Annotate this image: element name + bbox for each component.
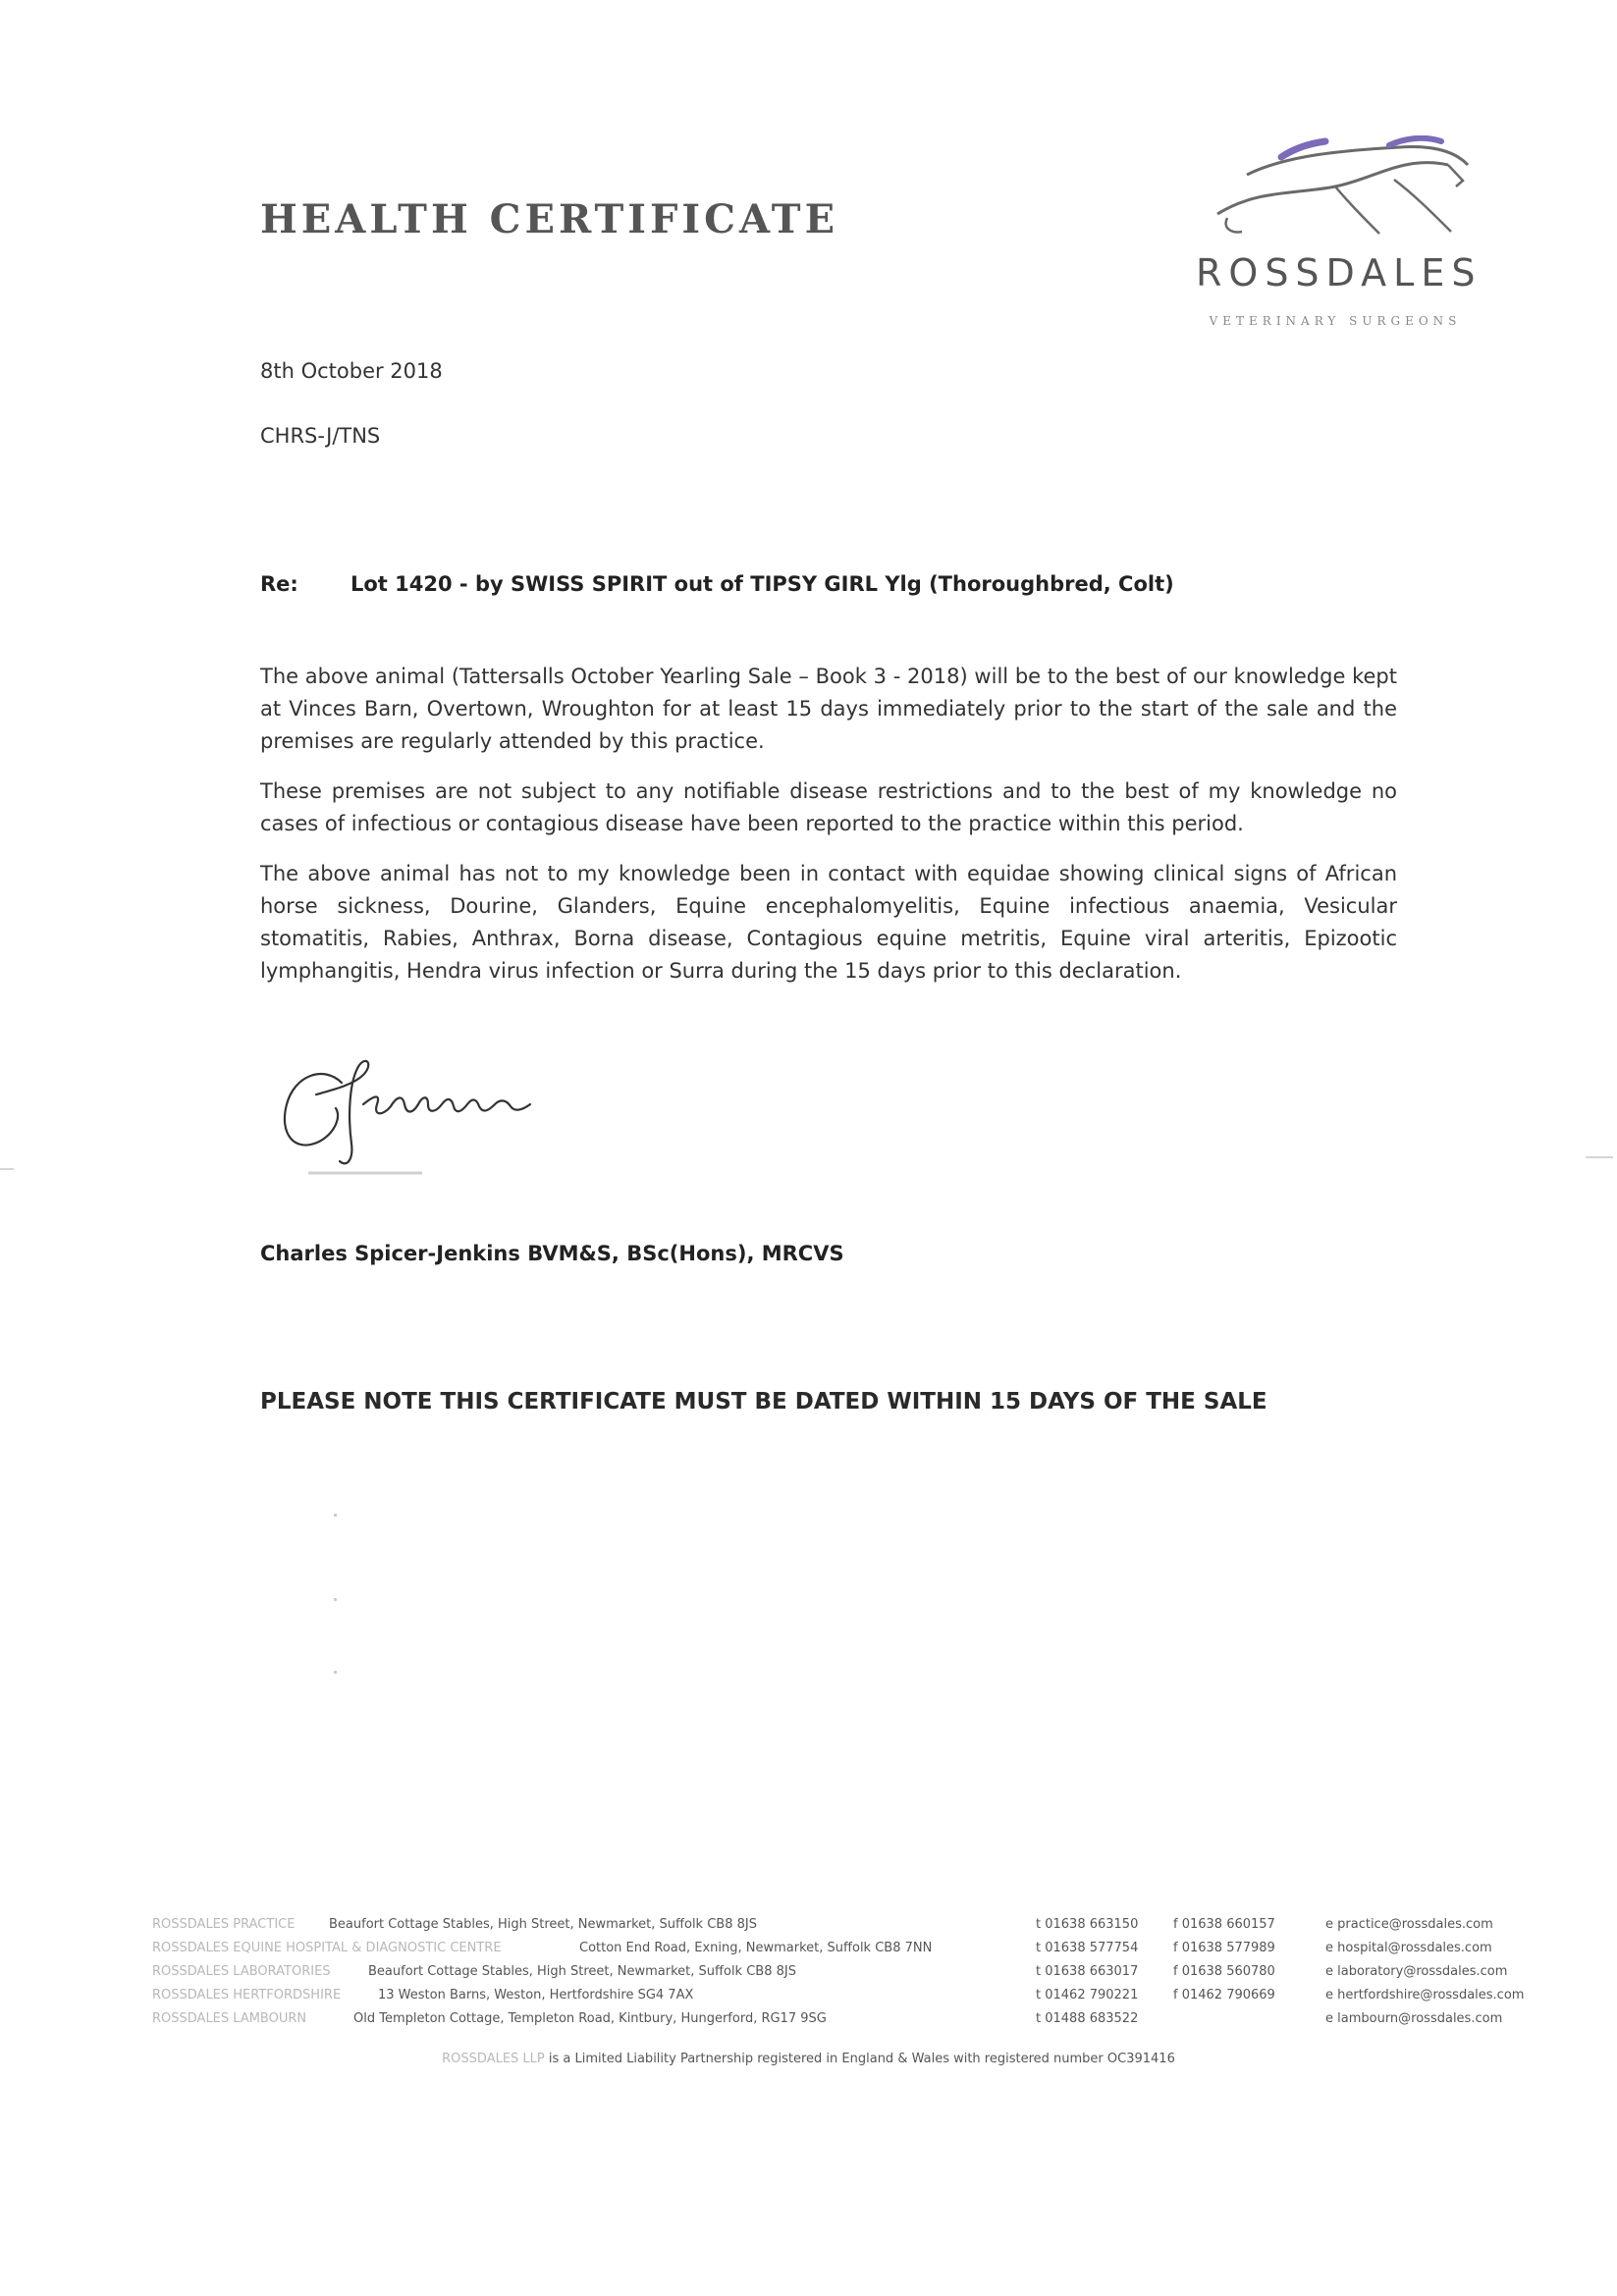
rossdales-logo — [1188, 135, 1482, 342]
re-line — [260, 572, 1174, 596]
footer-email: e practice@rossdales.com — [1325, 1917, 1493, 1932]
footer-name: ROSSDALES LABORATORIES — [152, 1964, 331, 1979]
letter-reference: CHRS-J/TNS — [260, 424, 381, 448]
footer-tel: t 01462 790221 — [1036, 1988, 1139, 2002]
notice-text: PLEASE NOTE THIS CERTIFICATE MUST BE DATED WITHIN 15 DAYS OF THE SALE — [260, 1389, 1267, 1415]
footer-tel: t 01638 663150 — [1036, 1917, 1139, 1932]
footer-name: ROSSDALES LAMBOURN — [152, 2011, 307, 2026]
llp-name: ROSSDALES LLP — [442, 2052, 545, 2066]
footer-address: Old Templeton Cottage, Templeton Road, Kintbury, Hungerford, RG17 9SG — [353, 2011, 827, 2026]
logo-tagline: VETERINARY SURGEONS — [1209, 314, 1462, 328]
paragraph-1: The above animal (Tattersalls October Yearling Sale – Book 3 - 2018) will be to the best of our knowledge kept at Vinces Barn, Overtown, Wroughton for at least 15 days immediately prior to the start of the sale and the premises are regularly attended by this practice. — [260, 665, 1397, 753]
footer-address: Beaufort Cottage Stables, High Street, Newmarket, Suffolk CB8 8JS — [329, 1917, 757, 1932]
footer-name: ROSSDALES EQUINE HOSPITAL & DIAGNOSTIC CENTRE — [152, 1941, 502, 1955]
footer-tel: t 01638 663017 — [1036, 1964, 1139, 1979]
re-subject: Lot 1420 - by SWISS SPIRIT out of TIPSY GIRL Ylg (Thoroughbred, Colt) — [350, 572, 1174, 596]
scan-speck — [334, 1514, 337, 1517]
letter-date: 8th October 2018 — [260, 359, 443, 383]
llp-statement — [0, 2052, 1617, 2066]
horse-logo-icon — [1188, 135, 1482, 253]
footer-row — [152, 1964, 1527, 1988]
footer-email: e hertfordshire@rossdales.com — [1325, 1988, 1525, 2002]
signature — [265, 1036, 540, 1187]
footer-tel: t 01638 577754 — [1036, 1941, 1139, 1955]
paragraph-3: The above animal has not to my knowledge been in contact with equidae showing clinical signs of African horse sickness, Dourine, Glanders, Equine encephalomyelitis, Equine infectious anaemia, Vesicular stomatitis, Rabies, Anthrax, Borna disease, Contagious equine metritis, Equine viral arteritis, Epizootic lymphangitis, Hendra virus infection or Surra during the 15 days prior to this declaration. — [260, 862, 1397, 983]
footer-email: e laboratory@rossdales.com — [1325, 1964, 1508, 1979]
footer-fax: f 01638 560780 — [1173, 1964, 1275, 1979]
footer-tel: t 01488 683522 — [1036, 2011, 1139, 2026]
footer-fax: f 01462 790669 — [1173, 1988, 1275, 2002]
footer-row — [152, 1941, 1527, 1964]
scan-speck — [334, 1671, 337, 1674]
logo-wordmark: ROSSDALES — [1196, 251, 1482, 294]
footer-contacts — [152, 1917, 1527, 2035]
re-label: Re: — [260, 572, 298, 596]
footer-address: Beaufort Cottage Stables, High Street, Newmarket, Suffolk CB8 8JS — [368, 1964, 796, 1979]
footer-email: e hospital@rossdales.com — [1325, 1941, 1492, 1955]
scan-speck — [334, 1598, 337, 1601]
footer-fax: f 01638 577989 — [1173, 1941, 1275, 1955]
footer-row — [152, 1988, 1527, 2011]
footer-row — [152, 1917, 1527, 1941]
signature-icon — [265, 1036, 540, 1183]
llp-text: is a Limited Liability Partnership registered in England & Wales with registered number OC391416 — [548, 2052, 1175, 2066]
footer-address: Cotton End Road, Exning, Newmarket, Suffolk CB8 7NN — [579, 1941, 933, 1955]
footer-email: e lambourn@rossdales.com — [1325, 2011, 1503, 2026]
footer-fax: f 01638 660157 — [1173, 1917, 1275, 1932]
scan-edge-mark — [1586, 1156, 1613, 1158]
footer-name: ROSSDALES PRACTICE — [152, 1917, 296, 1932]
footer-address: 13 Weston Barns, Weston, Hertfordshire SG4 7AX — [378, 1988, 694, 2002]
scan-edge-mark — [0, 1168, 14, 1170]
document-title: HEALTH CERTIFICATE — [260, 196, 839, 242]
paragraph-2: These premises are not subject to any notifiable disease restrictions and to the best of my knowledge no cases of infectious or contagious disease have been reported to the practice within this period. — [260, 779, 1397, 835]
footer-row — [152, 2011, 1527, 2035]
footer-name: ROSSDALES HERTFORDSHIRE — [152, 1988, 342, 2002]
signatory-name: Charles Spicer-Jenkins BVM&S, BSc(Hons), MRCVS — [260, 1242, 844, 1265]
